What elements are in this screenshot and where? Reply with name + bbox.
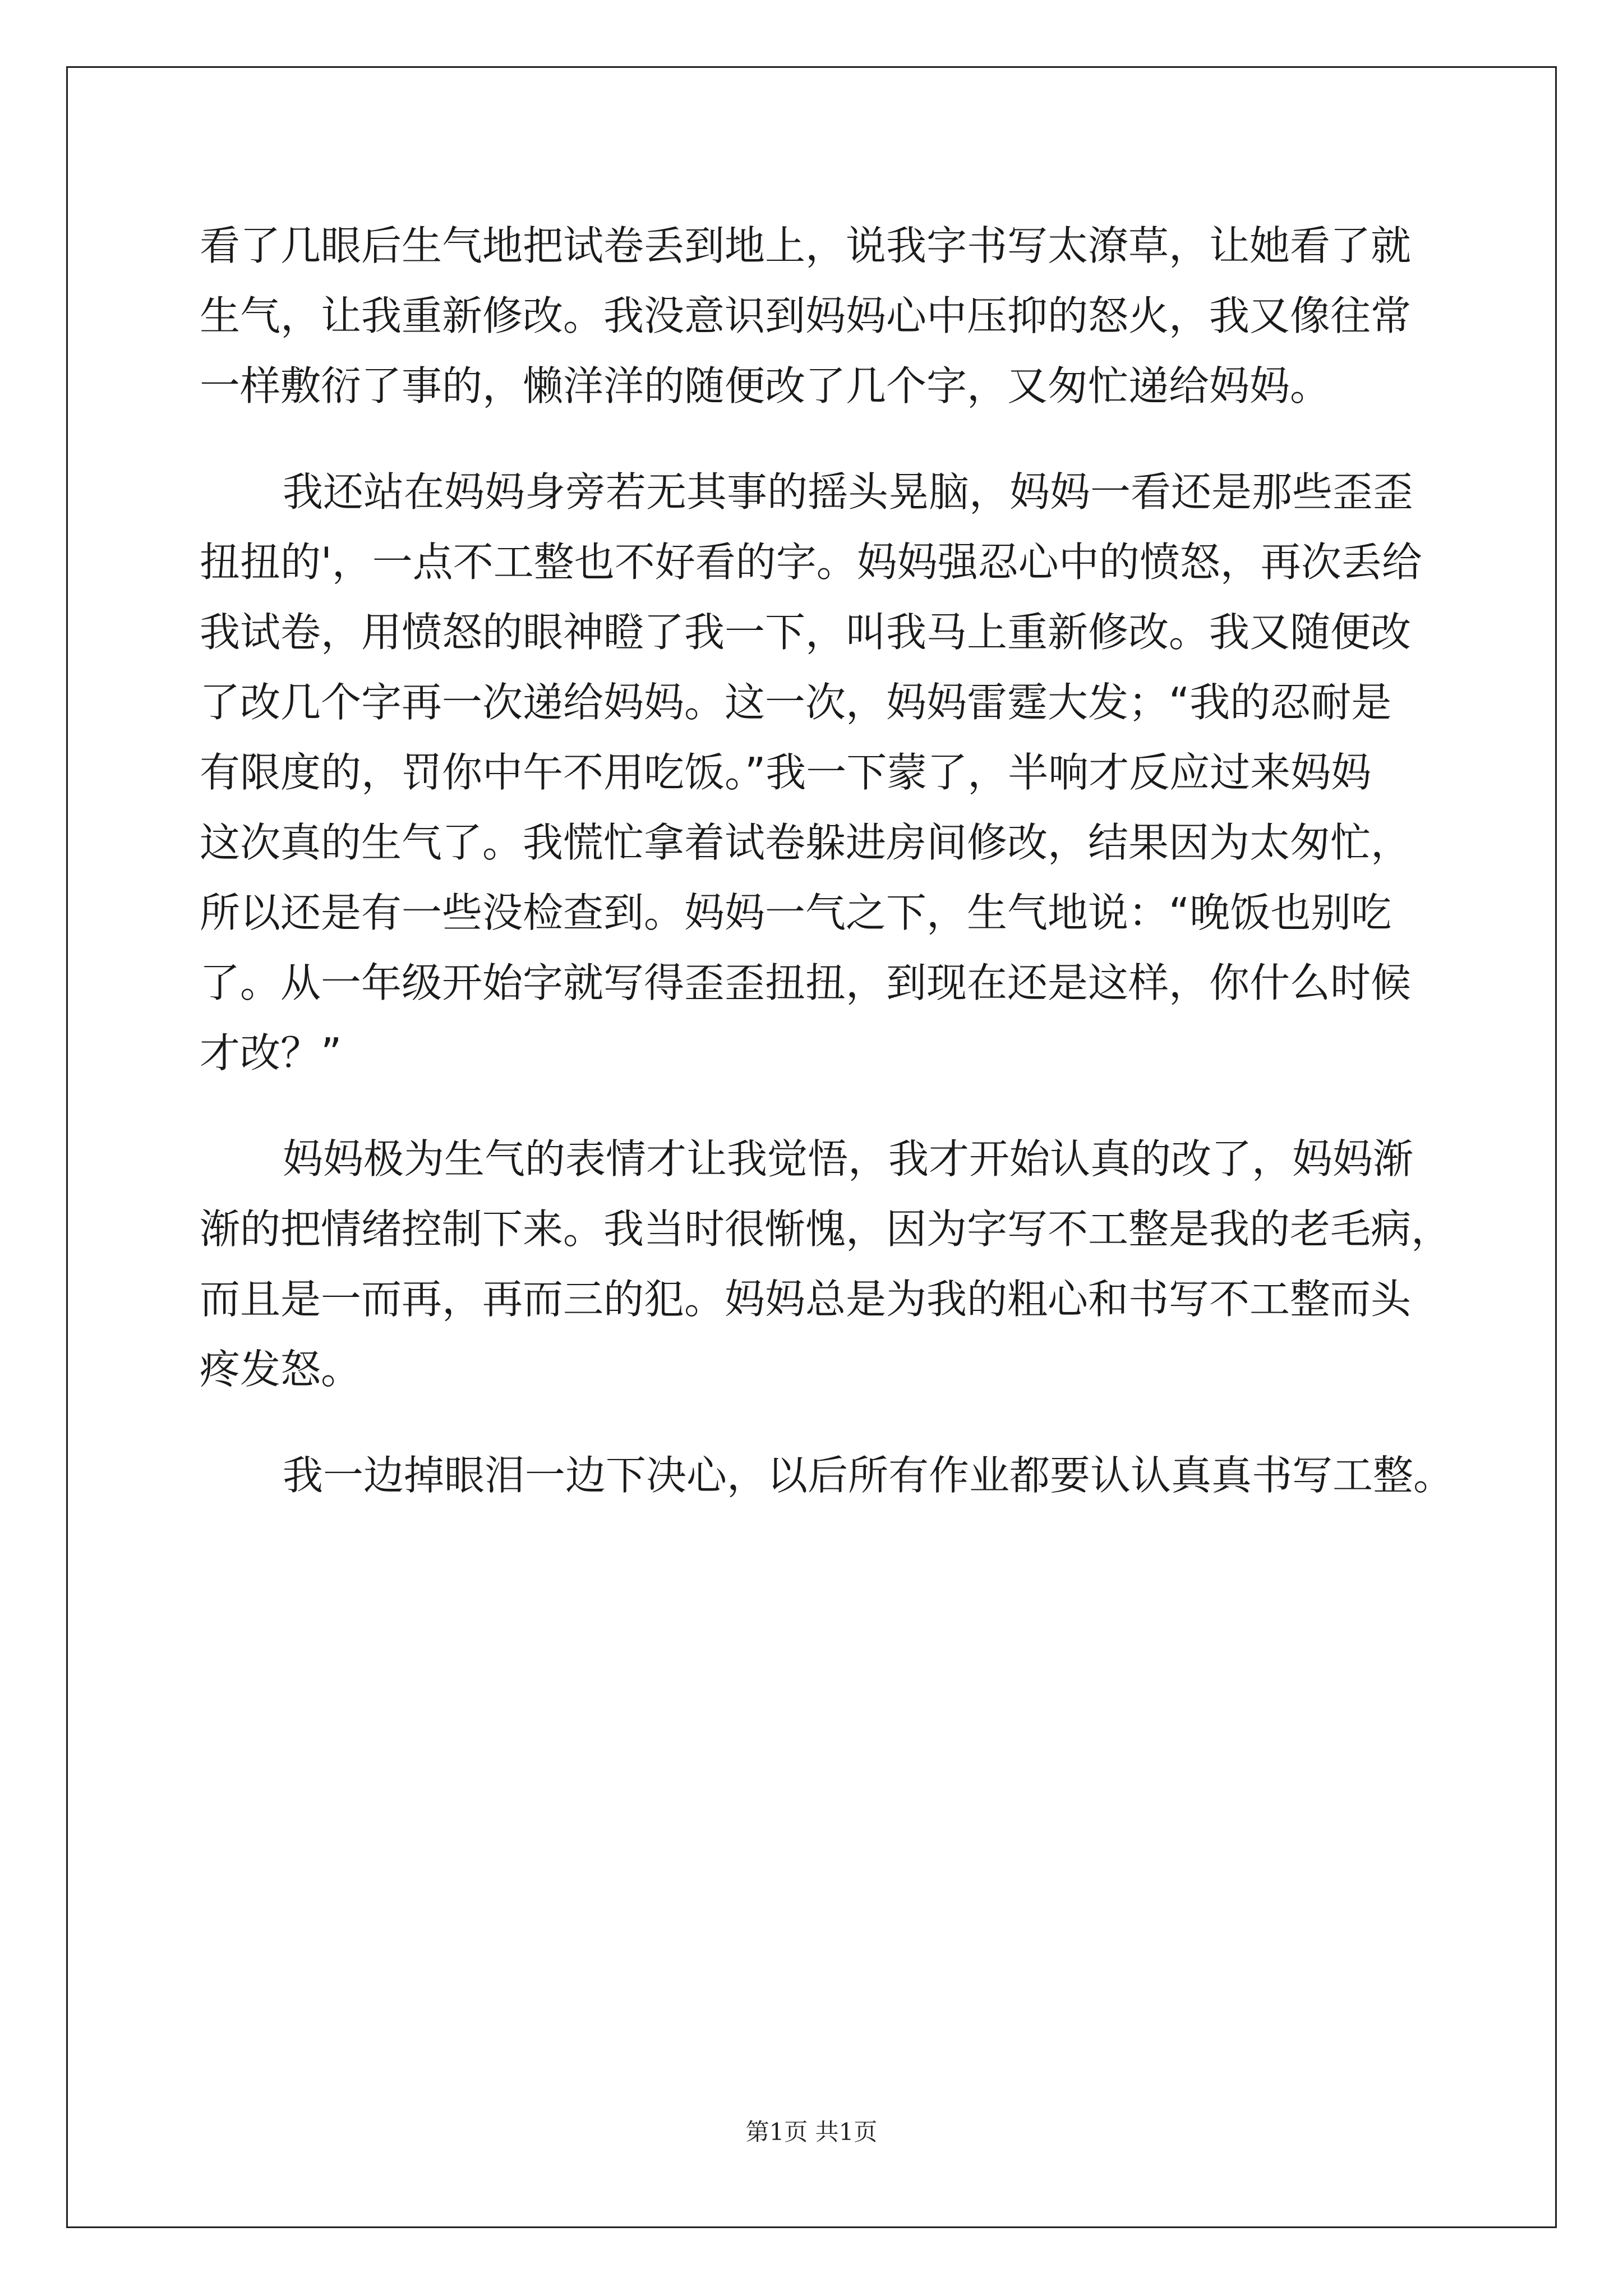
text-line: 扭扭的'，一点不工整也不好看的字。妈妈强忍心中的愤怒，再次丢给 bbox=[200, 539, 1422, 586]
text-line: 看了几眼后生气地把试卷丢到地上，说我字书写太潦草，让她看了就 bbox=[200, 222, 1412, 269]
text-line: 有限度的，罚你中午不用吃饭。”我一下蒙了，半响才反应过来妈妈 bbox=[200, 749, 1372, 796]
paragraph bbox=[200, 1124, 1452, 1405]
text-line: 了改几个字再一次递给妈妈。这一次，妈妈雷霆大发；“我的忍耐是 bbox=[200, 679, 1392, 726]
text-line: 所以还是有一些没检查到。妈妈一气之下，生气地说：“晚饭也别吃 bbox=[200, 889, 1392, 936]
text-line: 才改？” bbox=[200, 1029, 342, 1076]
paragraph bbox=[200, 1441, 1454, 1511]
text-line: 我还站在妈妈身旁若无其事的摇头晃脑，妈妈一看还是那些歪歪 bbox=[283, 468, 1414, 516]
text-line: 了。从一年级开始字就写得歪歪扭扭，到现在还是这样，你什么时候 bbox=[200, 959, 1412, 1006]
text-line: 这次真的生气了。我慌忙拿着试卷躲进房间修改，结果因为太匆忙， bbox=[200, 819, 1412, 866]
text-line: 渐的把情绪控制下来。我当时很惭愧，因为字写不工整是我的老毛病， bbox=[200, 1205, 1452, 1253]
text-line: 生气，让我重新修改。我没意识到妈妈心中压抑的怒火，我又像往常 bbox=[200, 292, 1412, 339]
text-line: 我试卷，用愤怒的眼神瞪了我一下，叫我马上重新修改。我又随便改 bbox=[200, 609, 1412, 656]
page-footer: 第1页 共1页 bbox=[745, 2118, 878, 2146]
text-line: 而且是一而再，再而三的犯。妈妈总是为我的粗心和书写不工整而头 bbox=[200, 1276, 1412, 1323]
document-body bbox=[200, 211, 1454, 1511]
paragraph bbox=[200, 457, 1433, 1088]
text-line: 我一边掉眼泪一边下决心，以后所有作业都要认认真真书写工整。 bbox=[283, 1452, 1454, 1499]
text-line: 一样敷衍了事的，懒洋洋的随便改了几个字，又匆忙递给妈妈。 bbox=[200, 362, 1331, 409]
paragraph bbox=[200, 211, 1433, 421]
text-line: 妈妈极为生气的表情才让我觉悟，我才开始认真的改了，妈妈渐 bbox=[283, 1135, 1414, 1182]
text-line: 疼发怒。 bbox=[200, 1346, 362, 1393]
